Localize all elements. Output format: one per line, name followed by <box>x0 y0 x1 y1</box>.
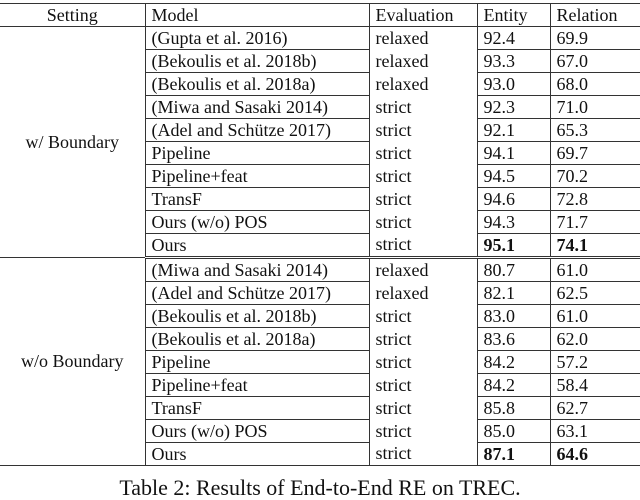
evaluation-cell: strict <box>369 211 477 234</box>
evaluation-cell: strict <box>369 374 477 397</box>
evaluation-cell: strict <box>369 305 477 328</box>
entity-cell: 94.1 <box>477 142 550 165</box>
evaluation-cell: relaxed <box>369 73 477 96</box>
model-cell: Pipeline+feat <box>145 165 369 188</box>
entity-cell: 95.1 <box>477 234 550 258</box>
entity-cell: 87.1 <box>477 443 550 466</box>
model-cell: Ours <box>145 234 369 258</box>
entity-cell: 93.0 <box>477 73 550 96</box>
model-cell: TransF <box>145 397 369 420</box>
model-cell: (Gupta et al. 2016) <box>145 27 369 50</box>
relation-cell: 71.0 <box>550 96 640 119</box>
model-cell: (Miwa and Sasaki 2014) <box>145 96 369 119</box>
relation-cell: 61.0 <box>550 258 640 282</box>
table-body <box>0 27 640 466</box>
entity-cell: 94.6 <box>477 188 550 211</box>
entity-cell: 92.3 <box>477 96 550 119</box>
relation-cell: 70.2 <box>550 165 640 188</box>
header-model: Model <box>145 4 369 27</box>
relation-cell: 62.0 <box>550 328 640 351</box>
model-cell: TransF <box>145 188 369 211</box>
entity-cell: 93.3 <box>477 50 550 73</box>
table-row <box>0 27 640 50</box>
relation-cell: 62.7 <box>550 397 640 420</box>
entity-cell: 92.4 <box>477 27 550 50</box>
relation-cell: 71.7 <box>550 211 640 234</box>
entity-cell: 85.8 <box>477 397 550 420</box>
evaluation-cell: relaxed <box>369 50 477 73</box>
relation-cell: 63.1 <box>550 420 640 443</box>
evaluation-cell: strict <box>369 234 477 258</box>
header-setting: Setting <box>0 4 145 27</box>
relation-cell: 62.5 <box>550 282 640 305</box>
header-entity: Entity <box>477 4 550 27</box>
entity-cell: 83.6 <box>477 328 550 351</box>
relation-cell: 57.2 <box>550 351 640 374</box>
evaluation-cell: strict <box>369 397 477 420</box>
evaluation-cell: strict <box>369 328 477 351</box>
relation-cell: 69.7 <box>550 142 640 165</box>
model-cell: Ours (w/o) POS <box>145 211 369 234</box>
relation-cell: 67.0 <box>550 50 640 73</box>
relation-cell: 61.0 <box>550 305 640 328</box>
relation-cell: 58.4 <box>550 374 640 397</box>
evaluation-cell: relaxed <box>369 258 477 282</box>
model-cell: (Bekoulis et al. 2018a) <box>145 328 369 351</box>
entity-cell: 83.0 <box>477 305 550 328</box>
relation-cell: 64.6 <box>550 443 640 466</box>
relation-cell: 74.1 <box>550 234 640 258</box>
entity-cell: 84.2 <box>477 351 550 374</box>
evaluation-cell: strict <box>369 188 477 211</box>
header-evaluation: Evaluation <box>369 4 477 27</box>
relation-cell: 69.9 <box>550 27 640 50</box>
setting-cell: w/o Boundary <box>0 258 145 466</box>
model-cell: (Bekoulis et al. 2018b) <box>145 50 369 73</box>
table-caption: Table 2: Results of End-to-End RE on TREC. <box>119 475 521 500</box>
entity-cell: 85.0 <box>477 420 550 443</box>
evaluation-cell: relaxed <box>369 282 477 305</box>
model-cell: Pipeline <box>145 142 369 165</box>
entity-cell: 82.1 <box>477 282 550 305</box>
evaluation-cell: relaxed <box>369 27 477 50</box>
model-cell: Ours <box>145 443 369 466</box>
model-cell: (Miwa and Sasaki 2014) <box>145 258 369 282</box>
model-cell: (Adel and Schütze 2017) <box>145 119 369 142</box>
model-cell: Ours (w/o) POS <box>145 420 369 443</box>
setting-cell: w/ Boundary <box>0 27 145 258</box>
evaluation-cell: strict <box>369 119 477 142</box>
table-header-row <box>0 4 640 27</box>
evaluation-cell: strict <box>369 351 477 374</box>
table-row <box>0 258 640 282</box>
model-cell: (Adel and Schütze 2017) <box>145 282 369 305</box>
header-relation: Relation <box>550 4 640 27</box>
evaluation-cell: strict <box>369 443 477 466</box>
entity-cell: 94.3 <box>477 211 550 234</box>
relation-cell: 65.3 <box>550 119 640 142</box>
entity-cell: 92.1 <box>477 119 550 142</box>
evaluation-cell: strict <box>369 165 477 188</box>
relation-cell: 72.8 <box>550 188 640 211</box>
entity-cell: 80.7 <box>477 258 550 282</box>
evaluation-cell: strict <box>369 96 477 119</box>
model-cell: (Bekoulis et al. 2018a) <box>145 73 369 96</box>
model-cell: (Bekoulis et al. 2018b) <box>145 305 369 328</box>
entity-cell: 94.5 <box>477 165 550 188</box>
relation-cell: 68.0 <box>550 73 640 96</box>
results-table <box>0 3 640 466</box>
entity-cell: 84.2 <box>477 374 550 397</box>
evaluation-cell: strict <box>369 420 477 443</box>
model-cell: Pipeline <box>145 351 369 374</box>
model-cell: Pipeline+feat <box>145 374 369 397</box>
evaluation-cell: strict <box>369 142 477 165</box>
